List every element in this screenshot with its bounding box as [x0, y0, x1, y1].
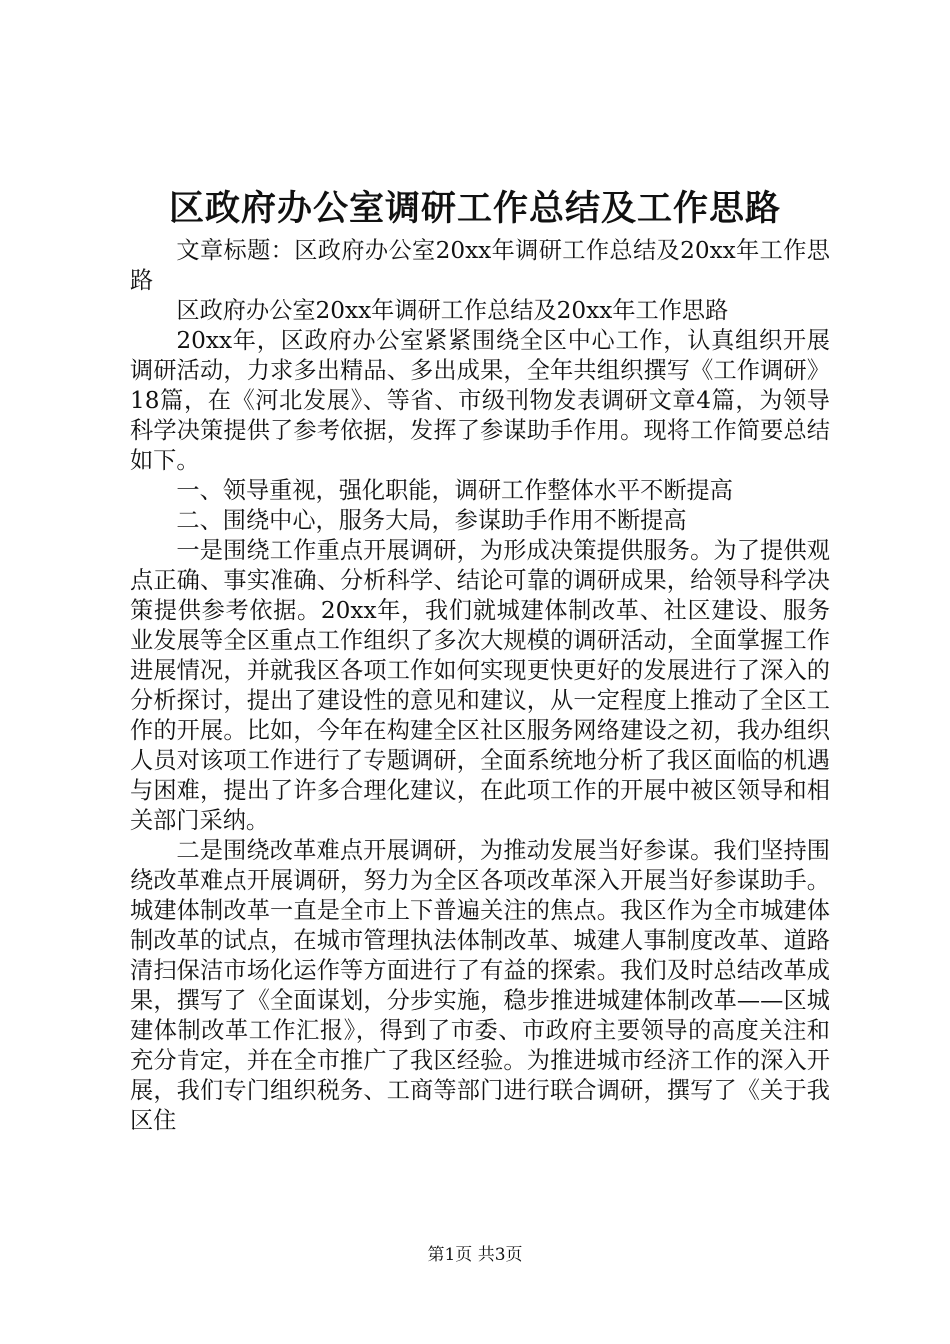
paragraph-subtitle: 区政府办公室20xx年调研工作总结及20xx年工作思路	[176, 297, 729, 324]
paragraph-heading-1: 一、领导重视，强化职能，调研工作整体水平不断提高	[176, 477, 733, 504]
paragraph-heading-2: 二、围绕中心，服务大局，参谋助手作用不断提高	[176, 507, 687, 534]
document-title: 区政府办公室调研工作总结及工作思路	[168, 188, 781, 229]
paragraph-article-title: 文章标题：区政府办公室20xx年调研工作总结及20xx年工作思路	[130, 237, 830, 294]
document-body	[130, 236, 830, 1136]
paragraph-point-1: 一是围绕工作重点开展调研，为形成决策提供服务。为了提供观点正确、事实准确、分析科学、结论可靠的调研成果，给领导科学决策提供参考依据。20xx年，我们就城建体制改革、社区建设、服务业发展等全区重点工作组织了多次大规模的调研活动，全面掌握工作进展情况，并就我区各项工作如何实现更快更好的发展进行了深入的分析探讨，提出了建设性的意见和建议，从一定程度上推动了全区工作的开展。比如，今年在构建全区社区服务网络建设之初，我办组织人员对该项工作进行了专题调研，全面系统地分析了我区面临的机遇与困难，提出了许多合理化建议，在此项工作的开展中被区领导和相关部门采纳。	[130, 537, 830, 834]
paragraph-point-2: 二是围绕改革难点开展调研，为推动发展当好参谋。我们坚持围绕改革难点开展调研，努力为全区各项改革深入开展当好参谋助手。城建体制改革一直是全市上下普遍关注的焦点。我区作为全市城建体制改革的试点，在城市管理执法体制改革、城建人事制度改革、道路清扫保洁市场化运作等方面进行了有益的探索。我们及时总结改革成果，撰写了《全面谋划，分步实施，稳步推进城建体制改革——区城建体制改革工作汇报》，得到了市委、市政府主要领导的高度关注和充分肯定，并在全市推广了我区经验。为推进城市经济工作的深入开展，我们专门组织税务、工商等部门进行联合调研，撰写了《关于我区住	[130, 837, 830, 1134]
paragraph-intro: 20xx年，区政府办公室紧紧围绕全区中心工作，认真组织开展调研活动，力求多出精品、多出成果，全年共组织撰写《工作调研》18篇，在《河北发展》、等省、市级刊物发表调研文章4篇，为领导科学决策提供了参考依据，发挥了参谋助手作用。现将工作简要总结如下。	[130, 327, 830, 474]
page-number-footer: 第1页 共3页	[427, 1245, 523, 1265]
